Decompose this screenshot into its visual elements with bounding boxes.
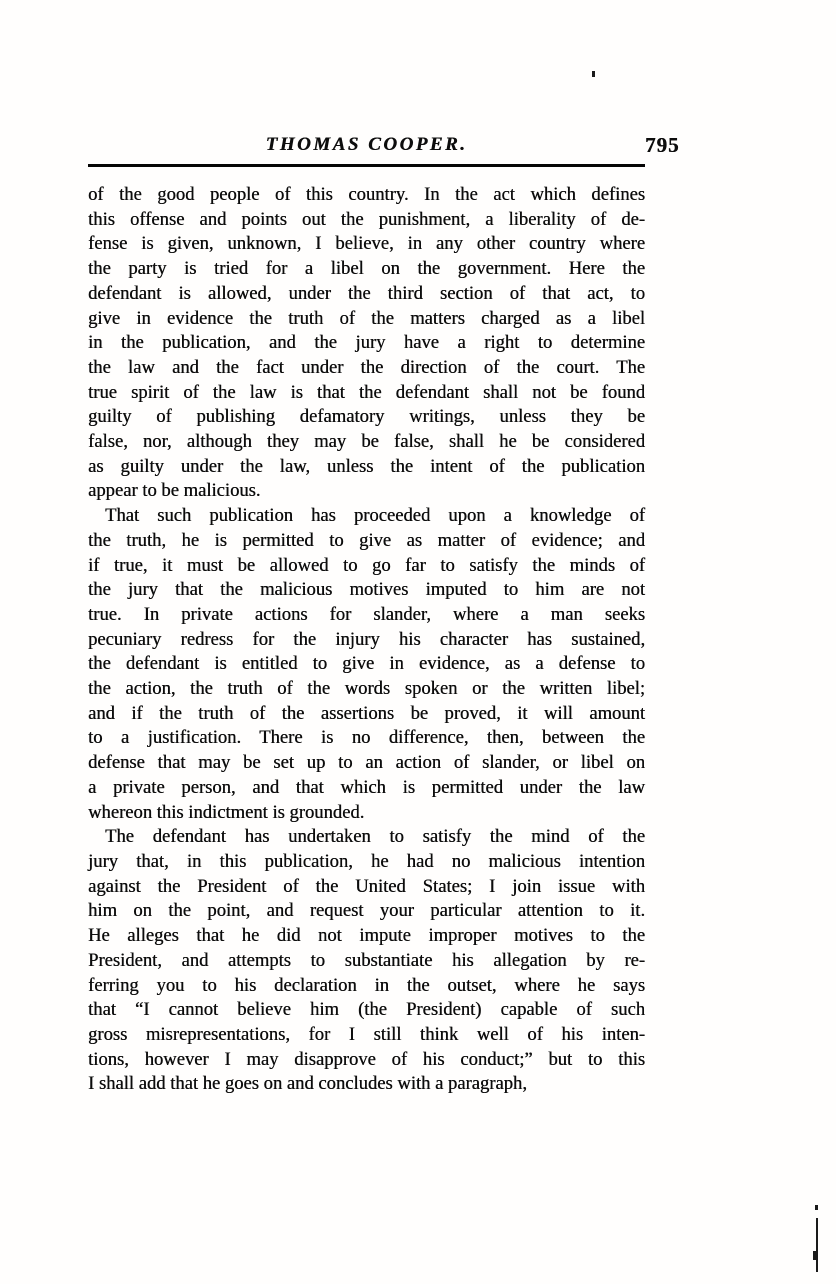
text-line-paragraph-end: whereon this indictment is grounded. bbox=[88, 801, 365, 823]
text-line-paragraph-start: That such publication has proceeded upon a knowledge of bbox=[105, 505, 645, 527]
scan-edge-blob-artifact bbox=[813, 1251, 818, 1260]
scan-edge-tick-artifact bbox=[815, 1205, 818, 1210]
text-line: this offense and points out the punishment, a liberality of de- bbox=[88, 208, 645, 230]
text-line: false, nor, although they may be false, shall he be considered bbox=[88, 431, 645, 453]
text-line: against the President of the United States; I join issue with bbox=[88, 875, 645, 897]
text-line-paragraph-start: The defendant has undertaken to satisfy the mind of the bbox=[105, 826, 645, 848]
body-text-block bbox=[88, 183, 645, 1097]
text-line: fense is given, unknown, I believe, in any other country where bbox=[88, 233, 645, 255]
text-line-page-end: I shall add that he goes on and concludes with a paragraph, bbox=[88, 1073, 527, 1095]
header-rule-divider bbox=[88, 164, 645, 167]
text-line: him on the point, and request your particular attention to it. bbox=[88, 900, 645, 922]
text-line: of the good people of this country. In the act which defines bbox=[88, 184, 645, 205]
text-line: as guilty under the law, unless the intent of the publication bbox=[88, 455, 645, 477]
text-line: true spirit of the law is that the defendant shall not be found bbox=[88, 381, 645, 403]
text-line: a private person, and that which is permitted under the law bbox=[88, 776, 645, 798]
text-line: President, and attempts to substantiate his allegation by re- bbox=[88, 949, 645, 971]
text-line: pecuniary redress for the injury his character has sustained, bbox=[88, 628, 645, 650]
text-line: give in evidence the truth of the matters charged as a libel bbox=[88, 307, 645, 329]
text-line: defense that may be set up to an action of slander, or libel on bbox=[88, 752, 645, 774]
text-line-paragraph-end: appear to be malicious. bbox=[88, 480, 261, 502]
text-line: guilty of publishing defamatory writings, unless they be bbox=[88, 406, 645, 428]
text-line: and if the truth of the assertions be proved, it will amount bbox=[88, 702, 645, 724]
text-line: that “I cannot believe him (the President) capable of such bbox=[88, 999, 645, 1021]
running-header-title: THOMAS COOPER. bbox=[265, 134, 468, 155]
text-line: to a justification. There is no difference, then, between the bbox=[88, 727, 645, 749]
text-line: the party is tried for a libel on the government. Here the bbox=[88, 258, 645, 280]
text-line: jury that, in this publication, he had no malicious intention bbox=[88, 850, 645, 872]
text-line: ferring you to his declaration in the outset, where he says bbox=[88, 974, 645, 996]
text-line: true. In private actions for slander, where a man seeks bbox=[88, 603, 645, 625]
text-line: if true, it must be allowed to go far to satisfy the minds of bbox=[88, 554, 645, 576]
text-line: He alleges that he did not impute improper motives to the bbox=[88, 925, 645, 947]
page-number: 795 bbox=[645, 133, 680, 157]
text-line: the action, the truth of the words spoken or the written libel; bbox=[88, 678, 645, 700]
text-line: tions, however I may disapprove of his conduct;” but to this bbox=[88, 1048, 645, 1070]
text-line: in the publication, and the jury have a right to determine bbox=[88, 332, 645, 354]
text-line: the defendant is entitled to give in evidence, as a defense to bbox=[88, 653, 645, 675]
text-line: gross misrepresentations, for I still think well of his inten- bbox=[88, 1023, 645, 1045]
text-line: the jury that the malicious motives imputed to him are not bbox=[88, 579, 645, 601]
text-line: the truth, he is permitted to give as matter of evidence; and bbox=[88, 529, 645, 551]
scan-speck-artifact bbox=[592, 71, 595, 77]
text-line: defendant is allowed, under the third section of that act, to bbox=[88, 282, 645, 304]
text-line: the law and the fact under the direction of the court. The bbox=[88, 356, 645, 378]
scan-page-edge-line-artifact bbox=[816, 1218, 818, 1272]
